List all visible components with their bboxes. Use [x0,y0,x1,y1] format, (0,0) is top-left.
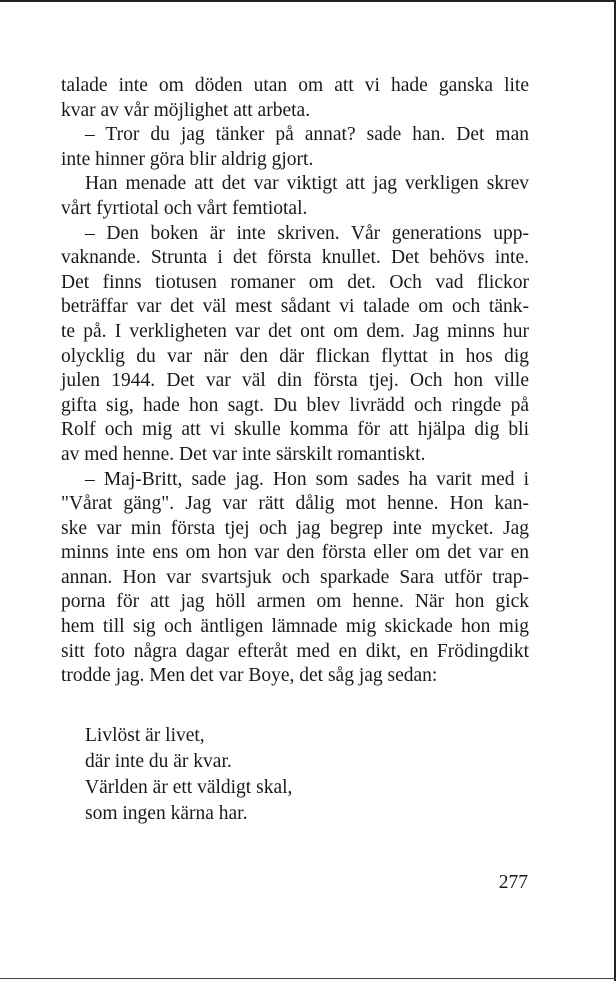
poem-line: där inte du är kvar. [85,751,232,772]
page-number: 277 [498,872,528,893]
text-line: – Den boken är inte skriven. Vår generations upp- [85,222,529,244]
text-line: porna för att jag höll armen om henne. När hon gick [61,591,529,613]
text-line: inte hinner göra blir aldrig gjort. [61,148,314,170]
text-line: minns inte ens om hon var den första eller om det var en [61,542,529,564]
text-line: Rolf och mig att vi skulle komma för att hjälpa dig bli [61,419,529,441]
text-line: av med henne. Det var inte särskilt romantiskt. [61,443,426,465]
text-line: sitt foto några dagar efteråt med en dikt, en Frödingdikt [61,640,529,662]
body-text [61,74,529,689]
text-line: vaknande. Strunta i det första knullet. Det behövs inte. [61,247,529,269]
page-border-bottom [0,978,616,979]
text-line: "Vårat gäng". Jag var rätt dålig mot henne. Hon kan- [61,493,529,515]
paragraph [61,172,529,221]
text-line: – Maj-Britt, sade jag. Hon som sades ha varit med i [85,468,529,490]
paragraph [61,74,529,123]
text-line: beträffar var det väl mest sådant vi talade om och tänk- [61,296,529,318]
text-line: talade inte om döden utan om att vi hade ganska lite [61,75,529,96]
text-line: kvar av vår möjlighet att arbeta. [61,99,311,121]
text-line: – Tror du jag tänker på annat? sade han. Det man [85,124,529,146]
text-line: te på. I verkligheten var det ont om dem. Jag minns hur [61,320,529,342]
paragraph [61,222,529,468]
paragraph [61,468,529,689]
text-line: Han menade att det var viktigt att jag verkligen skrev [85,173,529,195]
text-line: hem till sig och äntligen lämnade mig skickade hon mig [61,616,529,638]
paragraph [61,123,529,172]
text-line: trodde jag. Men det var Boye, det såg jag sedan: [61,665,438,687]
text-line: gifta sig, hade hon sagt. Du blev livrädd och ringde på [61,394,529,416]
text-line: vårt fyrtiotal och vårt femtiotal. [61,197,308,219]
text-line: ske var min första tjej och jag begrep inte mycket. Jag [61,517,529,539]
text-line: olycklig du var när den där flickan flyttat in hos dig [61,345,529,367]
text-line: julen 1944. Det var väl din första tjej. Och hon ville [61,370,529,392]
page-border-top [0,0,616,2]
poem-line: Världen är ett väldigt skal, [85,777,293,798]
poem [85,723,292,827]
poem-line: som ingen kärna har. [85,803,248,824]
poem-line: Livlöst är livet, [85,725,205,746]
text-line: annan. Hon var svartsjuk och sparkade Sara utför trap- [61,566,529,588]
text-line: Det finns tiotusen romaner om det. Och vad flickor [61,271,529,293]
